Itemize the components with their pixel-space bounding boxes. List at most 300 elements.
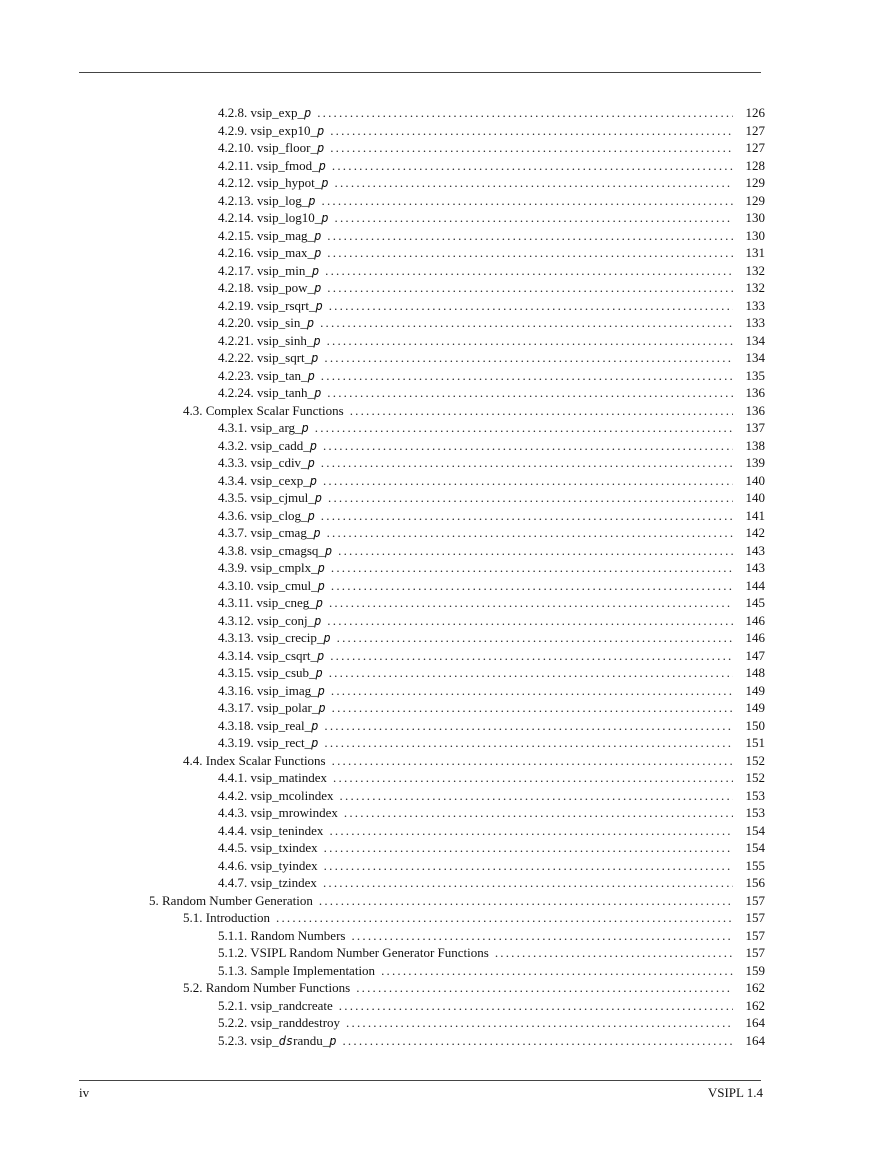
toc-entry[interactable] <box>218 577 765 595</box>
toc-leader-dots <box>325 262 733 280</box>
toc-leader-dots <box>356 979 733 997</box>
toc-entry-number: 4.3.4. <box>218 472 248 488</box>
toc-entry-page: 135 <box>745 367 765 383</box>
toc-entry-number: 5. <box>149 892 159 908</box>
toc-leader-dots <box>332 157 733 175</box>
toc-leader-dots <box>330 122 733 140</box>
toc-entry-name: vsip_cmag_ <box>250 525 314 540</box>
toc-entry-page: 152 <box>745 752 765 768</box>
toc-entry-title <box>218 472 317 491</box>
toc-entry-number: 4.2.18. <box>218 280 254 295</box>
toc-entry-title <box>218 839 318 857</box>
toc-entry-page: 150 <box>745 717 765 733</box>
toc-entry-title <box>218 734 318 753</box>
toc-entry-title <box>183 979 350 997</box>
toc-entry[interactable] <box>218 769 765 787</box>
toc-entry-page: 127 <box>745 140 765 155</box>
toc-entry-number: 4.4.7. <box>218 875 248 890</box>
footer-document-title: VSIPL 1.4 <box>707 1085 763 1100</box>
toc-entry-number: 4.2.16. <box>218 245 254 260</box>
toc-entry-type-suffix: p <box>309 438 317 453</box>
toc-entry-page: 132 <box>745 262 765 278</box>
toc-entry-name: vsip_real_ <box>257 717 312 733</box>
toc-leader-dots <box>324 839 733 857</box>
toc-entry-page: 127 <box>745 122 765 138</box>
toc-entry[interactable] <box>218 524 765 542</box>
toc-entry-number: 4.2.12. <box>218 175 254 190</box>
toc-entry-title <box>183 402 344 420</box>
toc-entry-number: 4.3.16. <box>218 682 254 698</box>
toc-entry[interactable] <box>218 682 765 700</box>
toc-entry-name: vsip_cmagsq_ <box>250 542 325 558</box>
toc-entry-name: vsip_cneg_ <box>256 595 316 610</box>
toc-entry-type-suffix: p <box>318 158 326 173</box>
toc-leader-dots <box>327 524 733 542</box>
toc-entry-type-suffix: p <box>307 368 315 383</box>
toc-entry-number: 4.2.8. <box>218 105 248 120</box>
toc-entry-name: vsip_tanh_ <box>257 385 315 400</box>
toc-entry[interactable] <box>218 227 765 245</box>
toc-entry[interactable] <box>218 839 765 857</box>
toc-entry-name: vsip_cadd_ <box>250 437 310 453</box>
toc-entry-number: 4.3.12. <box>218 612 254 628</box>
toc-entry-page: 148 <box>745 665 765 680</box>
toc-entry-title <box>149 892 313 910</box>
toc-entry-title <box>218 664 323 683</box>
toc-entry-number: 5.1. <box>183 910 203 925</box>
toc-entry-type-suffix: p <box>311 351 319 365</box>
toc-leader-dots <box>324 349 733 367</box>
toc-entry-name: vsip_exp10_ <box>250 122 317 138</box>
toc-entry-page: 147 <box>745 647 765 663</box>
toc-entry-page: 145 <box>745 595 765 610</box>
toc-leader-dots <box>327 332 733 350</box>
toc-entry-number: 5.2.3. <box>218 1032 248 1048</box>
toc-leader-dots <box>323 437 733 455</box>
toc-entry-type-suffix: p <box>303 106 312 120</box>
toc-entry-number: 4.4.1. <box>218 770 248 785</box>
toc-leader-dots <box>338 542 733 560</box>
toc-leader-dots <box>331 682 733 700</box>
toc-entry[interactable] <box>183 909 765 927</box>
toc-entry-type-suffix: p <box>316 141 325 155</box>
toc-entry-name: vsip_tyindex <box>250 857 318 873</box>
footer-page-number: iv <box>79 1085 90 1100</box>
toc-entry-type-suffix: p <box>306 316 315 330</box>
toc-entry[interactable] <box>218 647 765 665</box>
toc-entry-number: 5.2.2. <box>218 1015 248 1030</box>
toc-leader-dots <box>327 612 733 630</box>
toc-entry-type-suffix: p <box>317 683 325 698</box>
toc-entry-number: 4.2.24. <box>218 385 254 400</box>
toc-entry-title <box>218 822 323 840</box>
header-rule <box>79 72 761 73</box>
toc-entry-name: vsip_conj_ <box>257 612 315 628</box>
toc-entry[interactable] <box>218 542 765 560</box>
toc-entry-page: 144 <box>745 577 765 593</box>
toc-leader-dots <box>337 629 733 647</box>
toc-entry-title <box>218 227 321 246</box>
toc-entry-title <box>218 874 317 892</box>
toc-entry[interactable] <box>218 192 765 210</box>
toc-entry-type-suffix: p <box>316 123 325 138</box>
toc-entry[interactable] <box>218 349 765 367</box>
toc-entry[interactable] <box>218 717 765 735</box>
toc-entry-number: 4.3.17. <box>218 700 254 715</box>
toc-entry-name-part: randu_ <box>293 1032 330 1048</box>
toc-entry[interactable] <box>218 612 765 630</box>
toc-entry-number: 4.2.19. <box>218 297 254 313</box>
toc-entry-name: vsip_csub_ <box>257 665 316 680</box>
toc-entry-number: 4.3.9. <box>218 560 248 575</box>
toc-entry[interactable] <box>218 874 765 892</box>
toc-entry-title <box>218 104 311 123</box>
toc-entry-title <box>218 1014 340 1032</box>
toc-entry-type-suffix: p <box>314 281 322 295</box>
toc-entry-number: 4.3.10. <box>218 577 254 593</box>
toc-entry[interactable] <box>218 279 765 297</box>
toc-entry-name: vsip_cjmul_ <box>250 490 315 505</box>
toc-entry-type-suffix: p <box>321 211 329 225</box>
toc-entry-page: 140 <box>745 472 765 488</box>
toc-entry-name: vsip_exp_ <box>250 105 304 120</box>
toc-entry-number: 4.3.11. <box>218 595 254 610</box>
toc-entry-number: 5.1.3. <box>218 962 248 978</box>
toc-leader-dots <box>319 892 733 910</box>
toc-entry-title <box>218 314 314 333</box>
toc-leader-dots <box>323 472 733 490</box>
toc-entry-number: 5.2.1. <box>218 997 248 1013</box>
toc-entry[interactable] <box>218 367 765 385</box>
toc-entry-name: vsip_tzindex <box>250 875 317 890</box>
toc-leader-dots <box>327 244 733 262</box>
toc-entry[interactable] <box>218 437 765 455</box>
toc-entry[interactable] <box>183 402 765 420</box>
toc-entry-title <box>218 262 319 281</box>
toc-entry-title <box>218 647 324 666</box>
toc-entry-number: 4.2.22. <box>218 350 254 365</box>
toc-entry-type-suffix: p <box>314 613 322 628</box>
toc-entry-page: 128 <box>745 157 765 173</box>
toc-entry-type-suffix: p <box>311 263 320 278</box>
toc-entry[interactable] <box>218 927 765 945</box>
toc-entry-type-suffix: p <box>314 386 322 400</box>
toc-entry-type-suffix: p <box>313 526 321 540</box>
toc-entry-name: vsip_cexp_ <box>250 472 310 488</box>
toc-entry-page: 146 <box>745 630 765 645</box>
toc-entry-name: vsip_max_ <box>257 245 315 260</box>
toc-entry-name: vsip_tan_ <box>257 367 308 383</box>
toc-entry-page: 129 <box>745 175 765 190</box>
toc-entry-page: 156 <box>745 875 765 890</box>
toc-entry[interactable] <box>218 734 765 752</box>
toc-entry[interactable] <box>218 157 765 175</box>
toc-entry-number: 4.4.4. <box>218 822 248 838</box>
toc-entry[interactable] <box>218 297 765 315</box>
toc-entry-title <box>218 174 329 193</box>
toc-entry-name: vsip_randdestroy <box>250 1015 341 1030</box>
toc-entry-title <box>218 997 333 1015</box>
toc-leader-dots <box>330 139 733 157</box>
toc-entry[interactable] <box>218 454 765 472</box>
toc-leader-dots <box>335 174 733 192</box>
toc-entry-page: 154 <box>745 840 765 855</box>
toc-entry-number: 4.3.5. <box>218 490 248 505</box>
toc-entry-type-suffix: p <box>321 176 329 190</box>
toc-entry[interactable] <box>218 822 765 840</box>
toc-entry-name: vsip_mag_ <box>257 227 315 243</box>
toc-entry-number: 4.3. <box>183 402 203 418</box>
toc-entry-title <box>183 752 326 770</box>
toc-entry[interactable] <box>218 699 765 717</box>
toc-leader-dots <box>324 717 733 735</box>
toc-entry[interactable] <box>218 122 765 140</box>
toc-entry[interactable] <box>218 332 765 350</box>
toc-leader-dots <box>322 192 733 210</box>
toc-entry-type-suffix: p <box>307 456 315 470</box>
toc-entry-title <box>183 909 270 927</box>
toc-entry-title <box>218 857 318 875</box>
toc-leader-dots <box>329 297 733 315</box>
toc-entry[interactable] <box>218 787 765 805</box>
toc-entry[interactable] <box>218 244 765 262</box>
toc-leader-dots <box>332 699 733 717</box>
toc-entry[interactable] <box>183 979 765 997</box>
footer-rule <box>79 1080 761 1081</box>
toc-entry-name: vsip_clog_ <box>250 507 308 523</box>
toc-leader-dots <box>351 927 733 945</box>
toc-entry-page: 152 <box>745 770 765 785</box>
toc-entry[interactable] <box>218 1014 765 1032</box>
toc-leader-dots <box>350 402 733 420</box>
toc-entry[interactable] <box>183 752 765 770</box>
toc-entry-page: 134 <box>745 332 765 348</box>
toc-entry-name: VSIPL Random Number Generator Functions <box>250 945 489 960</box>
toc-leader-dots <box>315 419 733 437</box>
toc-entry-name: vsip_sin_ <box>257 315 307 330</box>
toc-entry[interactable] <box>218 384 765 402</box>
toc-entry[interactable] <box>218 594 765 612</box>
toc-entry-name: Complex Scalar Functions <box>205 402 344 418</box>
toc-entry-name: vsip_mrowindex <box>250 805 338 820</box>
toc-entry-page: 133 <box>745 297 765 313</box>
toc-entry-name: vsip_txindex <box>250 840 318 855</box>
toc-entry-page: 136 <box>745 385 765 400</box>
toc-entry-type-suffix: p <box>311 718 319 733</box>
toc-entry-name: vsip_csqrt_ <box>257 647 317 663</box>
toc-entry[interactable] <box>218 997 765 1015</box>
toc-entry-title <box>218 962 375 980</box>
toc-entry-number: 4.4.5. <box>218 840 248 855</box>
toc-leader-dots <box>339 997 733 1015</box>
toc-entry-type-suffix: p <box>324 543 333 558</box>
toc-leader-dots <box>324 857 733 875</box>
toc-entry-title <box>218 629 331 648</box>
toc-leader-dots <box>327 384 733 402</box>
toc-entry[interactable] <box>218 629 765 647</box>
toc-entry-name: vsip_randcreate <box>250 997 333 1013</box>
toc-entry-number: 4.4.3. <box>218 805 248 820</box>
toc-leader-dots <box>342 1032 733 1050</box>
toc-entry-type-suffix: p <box>329 1033 337 1048</box>
toc-entry-page: 157 <box>745 910 765 925</box>
toc-entry-title <box>218 384 321 403</box>
toc-entry-number: 4.3.14. <box>218 647 254 663</box>
toc-entry-title <box>218 157 326 176</box>
toc-entry-title <box>218 139 324 158</box>
toc-entry-number: 4.3.3. <box>218 455 248 470</box>
toc-entry-number: 5.1.2. <box>218 945 248 960</box>
toc-leader-dots <box>381 962 733 980</box>
toc-entry-page: 153 <box>745 787 765 803</box>
toc-entry-page: 130 <box>745 210 765 225</box>
toc-entry-title <box>218 332 321 351</box>
toc-entry-title <box>218 122 324 141</box>
toc-entry-number: 4.4. <box>183 752 203 768</box>
toc-entry-title <box>218 717 318 736</box>
toc-entry-name: vsip_rect_ <box>257 735 312 750</box>
toc-entry-type-suffix: p <box>317 578 325 593</box>
toc-entry-name: vsip_cdiv_ <box>250 455 308 470</box>
toc-entry-name: vsip_crecip_ <box>257 630 324 645</box>
toc-entry-page: 159 <box>745 962 765 978</box>
toc-entry[interactable] <box>218 857 765 875</box>
toc-entry-number: 4.3.15. <box>218 665 254 680</box>
toc-entry-name: vsip_mcolindex <box>250 787 334 803</box>
toc-entry-title <box>218 612 321 631</box>
toc-entry-name: vsip_cmul_ <box>257 577 318 593</box>
toc-entry-page: 149 <box>745 682 765 698</box>
toc-entry-name: vsip_log10_ <box>257 210 322 225</box>
toc-entry-title <box>218 559 325 578</box>
toc-entry[interactable] <box>218 174 765 192</box>
toc-entry-title <box>218 1032 336 1051</box>
toc-entry-page: 139 <box>745 455 765 470</box>
toc-entry-title <box>218 244 321 263</box>
toc-entry[interactable] <box>218 209 765 227</box>
toc-entry[interactable] <box>218 962 765 980</box>
toc-entry-type-suffix: p <box>316 648 325 663</box>
toc-entry-page: 132 <box>745 280 765 295</box>
toc-entry-name: vsip_log_ <box>257 192 309 208</box>
toc-entry-name: vsip_tenindex <box>250 822 324 838</box>
toc-leader-dots <box>331 559 733 577</box>
toc-entry-number: 4.3.8. <box>218 542 248 558</box>
toc-entry-title <box>218 577 325 596</box>
toc-entry-title <box>218 279 321 298</box>
toc-entry-page: 133 <box>745 315 765 330</box>
toc-leader-dots <box>331 577 733 595</box>
toc-entry[interactable] <box>149 892 765 910</box>
toc-entry-type-suffix: p <box>307 508 315 523</box>
toc-entry[interactable] <box>218 559 765 577</box>
toc-entry-page: 142 <box>745 525 765 540</box>
toc-entry[interactable] <box>218 489 765 507</box>
toc-entry-number: 4.3.2. <box>218 437 248 453</box>
toc-leader-dots <box>327 227 733 245</box>
toc-entry-type-suffix: p <box>311 736 319 750</box>
toc-entry-name: vsip_ <box>250 1032 279 1048</box>
toc-entry-title <box>218 944 489 962</box>
toc-entry-name: vsip_matindex <box>250 770 328 785</box>
toc-entry-title <box>218 437 317 456</box>
toc-entry-type-suffix: p <box>317 561 325 575</box>
toc-leader-dots <box>323 874 733 892</box>
toc-leader-dots <box>317 104 733 122</box>
toc-entry[interactable] <box>218 664 765 682</box>
toc-leader-dots <box>340 787 733 805</box>
toc-entry-title <box>218 594 323 613</box>
toc-entry-page: 143 <box>745 560 765 575</box>
toc-entry-name: Random Numbers <box>250 927 346 943</box>
toc-entry-name: vsip_pow_ <box>257 280 315 295</box>
toc-entry-number: 4.2.10. <box>218 140 254 155</box>
toc-entry-page: 143 <box>745 542 765 558</box>
toc-leader-dots <box>495 944 733 962</box>
toc-entry[interactable] <box>218 104 765 122</box>
toc-entry-page: 157 <box>745 945 765 960</box>
toc-entry-number: 4.3.1. <box>218 420 248 435</box>
toc-entry[interactable] <box>218 1032 765 1050</box>
toc-entry-page: 153 <box>745 805 765 820</box>
toc-entry-type-suffix: p <box>314 491 323 505</box>
toc-entry-name: vsip_fmod_ <box>256 157 319 173</box>
toc-entry-page: 134 <box>745 350 765 365</box>
toc-entry-number: 4.3.13. <box>218 630 254 645</box>
toc-entry-title <box>218 454 315 473</box>
toc-entry-name: vsip_min_ <box>257 262 312 278</box>
toc-entry[interactable] <box>218 472 765 490</box>
toc-entry-title <box>218 367 315 386</box>
toc-entry-name: Introduction <box>205 910 271 925</box>
toc-leader-dots <box>330 647 733 665</box>
toc-entry[interactable] <box>218 262 765 280</box>
toc-entry-page: 141 <box>745 507 765 523</box>
toc-entry-type-suffix: p <box>323 631 331 645</box>
toc-entry-type-suffix: p <box>308 193 316 208</box>
toc-entry[interactable] <box>218 139 765 157</box>
toc-leader-dots <box>346 1014 733 1032</box>
toc-entry-title <box>218 927 345 945</box>
toc-entry-page: 164 <box>745 1015 765 1030</box>
toc-entry-page: 130 <box>745 227 765 243</box>
toc-entry[interactable] <box>218 804 765 822</box>
toc-entry-name: vsip_imag_ <box>257 682 318 698</box>
toc-entry-title <box>218 769 327 787</box>
toc-entry[interactable] <box>218 507 765 525</box>
toc-entry-name: Random Number Generation <box>162 892 313 908</box>
toc-entry-page: 131 <box>745 245 765 260</box>
toc-entry-number: 4.2.11. <box>218 157 254 173</box>
toc-entry-page: 137 <box>745 420 765 435</box>
toc-entry-number: 4.3.7. <box>218 525 248 540</box>
toc-entry[interactable] <box>218 314 765 332</box>
toc-entry-name: vsip_sinh_ <box>257 332 314 348</box>
toc-entry[interactable] <box>218 944 765 962</box>
toc-entry-title <box>218 682 325 701</box>
toc-entry-type-suffix: ds <box>278 1033 294 1048</box>
toc-entry-title <box>218 349 318 368</box>
toc-entry-number: 5.1.1. <box>218 927 248 943</box>
toc-entry-type-suffix: p <box>301 421 309 435</box>
toc-entry[interactable] <box>218 419 765 437</box>
toc-leader-dots <box>327 279 733 297</box>
toc-leader-dots <box>335 209 733 227</box>
toc-entry-type-suffix: p <box>313 333 321 348</box>
toc-entry-number: 4.2.15. <box>218 227 254 243</box>
toc-entry-page: 129 <box>745 192 765 208</box>
toc-entry-page: 151 <box>745 735 765 750</box>
